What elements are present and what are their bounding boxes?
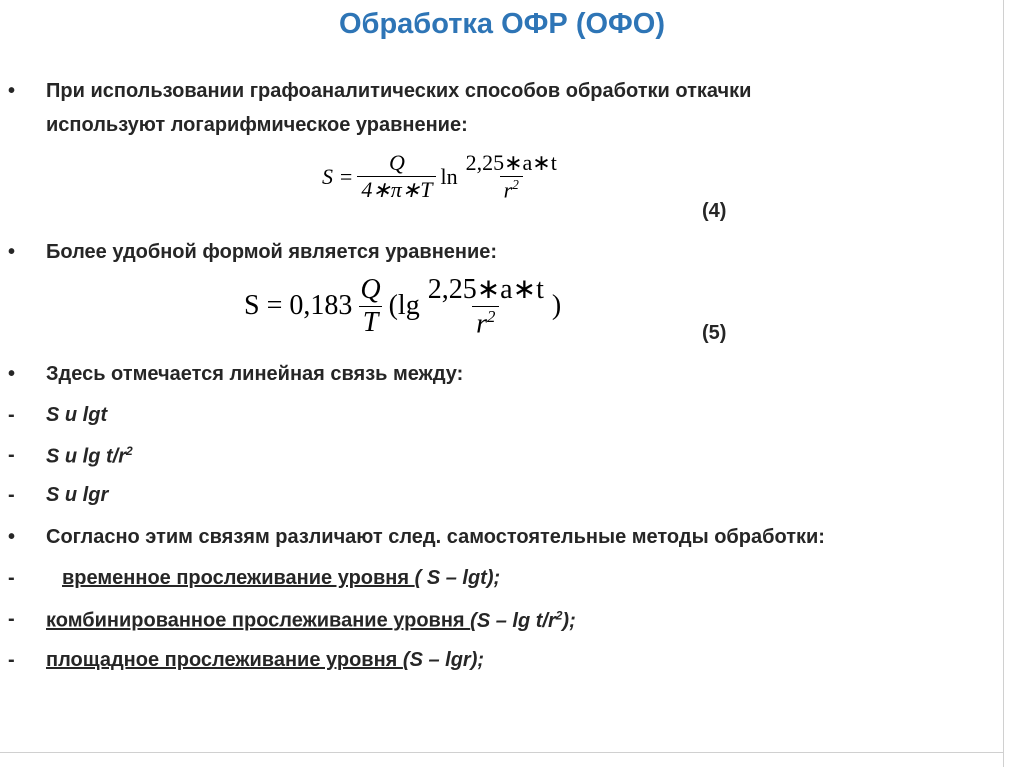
paragraph-1-line-1: При использовании графоаналитических способов обработки откачки [46,80,752,102]
bullet-4: • [8,526,16,548]
method-1 [62,567,500,590]
paragraph-1-line-2: используют логарифмическое уравнение: [46,114,468,136]
dash-3: - [8,484,15,506]
eq4-numerator: Q [388,150,405,176]
dash-1: - [8,404,15,426]
relation-1: S и lgt [46,404,108,426]
method-2 [46,608,576,633]
slide-bottom-border [0,752,1004,753]
bullet-1: • [8,80,16,102]
method-3-name: площадное прослеживание уровня [46,649,403,671]
eq5-denominator: T [359,306,383,339]
eq5-fraction [356,274,384,339]
eq4-inner-denominator: $r^2$ [500,176,523,203]
eq4-fraction [357,150,436,203]
equation-5 [244,272,561,340]
eq5-lhs: S = 0,183 [244,290,353,322]
eq5-inner-fraction [424,272,548,340]
eq5-open: (lg [388,290,420,322]
equation-4 [322,150,565,203]
equation-4-number: (4) [702,200,727,222]
paragraph-2: Более удобной формой является уравнение: [46,241,498,263]
bullet-2: • [8,241,16,263]
relation-2: S и $\lg t/r^2$ [46,444,133,468]
eq4-ln: ln [440,163,458,189]
eq4-inner-fraction [462,150,561,203]
method-2-name: комбинированное прослеживание уровня [46,609,471,632]
method-1-name: временное прослеживание уровня [62,567,415,589]
paragraph-3: Здесь отмечается линейная связь между: [46,363,464,385]
bullet-3: • [8,363,16,385]
equation-5-number: (5) [702,322,727,344]
eq4-denominator: 4∗π∗T [357,176,436,203]
dash-6: - [8,649,15,671]
method-3 [46,649,484,672]
relation-3: S и lgr [46,484,109,506]
eq5-close: ) [551,290,562,322]
eq4-lhs: S = [322,163,354,189]
dash-2: - [8,444,15,466]
eq5-numerator: Q [360,273,381,305]
paragraph-4: Согласно этим связям различают след. самостоятельные методы обработки: [46,526,825,548]
slide-right-border [1003,0,1004,767]
eq5-inner-denominator: $r^2$ [472,306,499,340]
method-3-relation: (S – lgr); [402,649,485,671]
eq4-inner-numerator: 2,25∗a∗t [465,150,557,175]
method-2-relation: $(S - \lg t/r^2)$; [470,608,576,632]
dash-4: - [8,567,15,589]
slide-title: Обработка ОФР (ОФО) [338,8,665,40]
dash-5: - [8,608,15,630]
eq5-inner-numerator: 2,25∗a∗t [427,274,544,305]
method-1-relation: ( S – lgt); [414,567,501,589]
